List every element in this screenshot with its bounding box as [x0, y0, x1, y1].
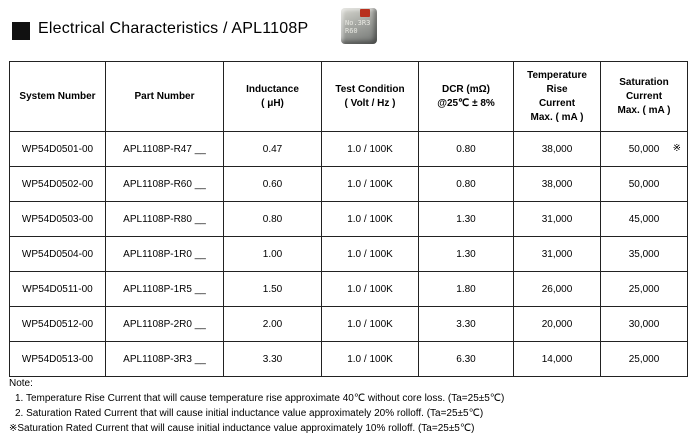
inductor-marking-line1: No.3R3 — [345, 19, 371, 27]
cell-value: 0.80 — [262, 213, 283, 225]
cell-value: 3.30 — [456, 318, 476, 330]
column-header-text: Max. ( mA ) — [530, 111, 584, 123]
cell-value: 0.47 — [262, 143, 283, 155]
cell-dcr — [419, 202, 514, 237]
cell-value: APL1108P-2R0 __ — [123, 318, 206, 330]
cell-value: APL1108P-1R0 __ — [123, 248, 206, 260]
cell-value: 25,000 — [628, 353, 660, 365]
cell-value: 1.00 — [262, 248, 283, 260]
column-header-system-number — [10, 62, 106, 132]
cell-part — [106, 167, 224, 202]
cell-saturation — [601, 237, 688, 272]
table-row — [10, 342, 688, 377]
cell-inductance — [224, 167, 322, 202]
cell-value: APL1108P-1R5 __ — [123, 283, 206, 295]
cell-test — [322, 132, 419, 167]
cell-temp-rise — [514, 272, 601, 307]
cell-value: 1.30 — [456, 248, 476, 260]
cell-value: 1.0 / 100K — [347, 283, 393, 295]
column-header-text: Inductance — [246, 83, 299, 95]
column-header-text: @25℃ ± 8% — [437, 97, 495, 109]
column-header-saturation-current — [601, 62, 688, 132]
bullet-square-icon — [12, 22, 30, 40]
inductor-marking-line2: R60 — [345, 27, 358, 35]
column-header-text: Saturation — [619, 76, 669, 88]
cell-inductance — [224, 307, 322, 342]
cell-dcr — [419, 342, 514, 377]
cell-saturation — [601, 167, 688, 202]
column-header-text: ( Volt / Hz ) — [344, 97, 396, 109]
cell-temp-rise — [514, 132, 601, 167]
cell-part — [106, 272, 224, 307]
table-row — [10, 167, 688, 202]
note-item: 1. Temperature Rise Current that will cause temperature rise approximate 40℃ without core loss. (Ta=25±5℃) — [15, 393, 505, 404]
column-header-text: Part Number — [134, 90, 195, 102]
column-header-text: Current — [538, 97, 576, 109]
cell-dcr — [419, 272, 514, 307]
note-item: ※Saturation Rated Current that will cause initial inductance value approximately 10% rolloff. (Ta=25±5℃) — [9, 423, 475, 434]
cell-value: 0.80 — [456, 178, 476, 190]
cell-value: 26,000 — [541, 283, 573, 295]
column-header-text: Max. ( mA ) — [617, 104, 671, 116]
cell-value: 50,000 — [628, 178, 660, 190]
column-header-text: Test Condition — [335, 83, 405, 95]
cell-value: 50,000 — [628, 143, 660, 155]
cell-value: APL1108P-3R3 __ — [123, 353, 206, 365]
cell-value: 1.0 / 100K — [347, 353, 393, 365]
cell-value: 1.0 / 100K — [347, 143, 393, 155]
table-row — [10, 237, 688, 272]
table-body — [10, 132, 688, 377]
table-row — [10, 202, 688, 237]
cell-test — [322, 167, 419, 202]
cell-part — [106, 342, 224, 377]
cell-temp-rise — [514, 202, 601, 237]
cell-system — [10, 132, 106, 167]
cell-value: WP54D0501-00 — [21, 143, 94, 155]
cell-value: WP54D0504-00 — [21, 248, 94, 260]
cell-value: 6.30 — [456, 353, 476, 365]
cell-saturation — [601, 307, 688, 342]
cell-dcr — [419, 237, 514, 272]
cell-temp-rise — [514, 237, 601, 272]
cell-dcr — [419, 167, 514, 202]
cell-part — [106, 132, 224, 167]
column-header-text: Current — [625, 90, 663, 102]
column-header-test-condition — [322, 62, 419, 132]
cell-test — [322, 272, 419, 307]
cell-inductance — [224, 202, 322, 237]
cell-value: 20,000 — [541, 318, 573, 330]
cell-value: 45,000 — [628, 213, 660, 225]
cell-test — [322, 202, 419, 237]
cell-value: WP54D0502-00 — [21, 178, 94, 190]
column-header-text: ( μH) — [261, 97, 284, 109]
table-header-row — [10, 62, 688, 132]
cell-value: 1.0 / 100K — [347, 248, 393, 260]
note-item: 2. Saturation Rated Current that will cause initial inductance value approximately 20% rolloff. (Ta=25±5℃) — [15, 408, 484, 419]
cell-value: 1.80 — [456, 283, 476, 295]
cell-value: WP54D0512-00 — [21, 318, 94, 330]
table-row — [10, 272, 688, 307]
cell-test — [322, 307, 419, 342]
cell-saturation — [601, 132, 688, 167]
table-row — [10, 132, 688, 167]
cell-inductance — [224, 342, 322, 377]
cell-system — [10, 167, 106, 202]
cell-value: 0.80 — [456, 143, 476, 155]
cell-value: 1.0 / 100K — [347, 213, 393, 225]
cell-dcr — [419, 307, 514, 342]
cell-value: APL1108P-R47 __ — [123, 143, 206, 155]
cell-inductance — [224, 132, 322, 167]
inductor-marking — [345, 19, 370, 35]
cell-saturation — [601, 342, 688, 377]
cell-inductance — [224, 272, 322, 307]
cell-part — [106, 307, 224, 342]
cell-dcr — [419, 132, 514, 167]
cell-saturation — [601, 202, 688, 237]
notes-section — [9, 376, 504, 436]
cell-value: 0.60 — [262, 178, 283, 190]
cell-value: 25,000 — [628, 283, 660, 295]
cell-system — [10, 307, 106, 342]
cell-value: 14,000 — [541, 353, 573, 365]
cell-system — [10, 202, 106, 237]
cell-value: APL1108P-R80 __ — [123, 213, 206, 225]
cell-value: 3.30 — [262, 353, 283, 365]
cell-part — [106, 237, 224, 272]
table-row — [10, 307, 688, 342]
cell-system — [10, 272, 106, 307]
cell-value: WP54D0511-00 — [22, 283, 93, 295]
column-header-text: Temperature Rise — [527, 69, 587, 95]
cell-inductance — [224, 237, 322, 272]
reference-mark: ※ — [672, 143, 681, 154]
column-header-inductance — [224, 62, 322, 132]
cell-test — [322, 342, 419, 377]
cell-value: WP54D0513-00 — [21, 353, 94, 365]
cell-value: 30,000 — [628, 318, 660, 330]
cell-value: 38,000 — [541, 143, 573, 155]
cell-value: 1.50 — [262, 283, 283, 295]
cell-value: 1.0 / 100K — [347, 318, 393, 330]
cell-temp-rise — [514, 167, 601, 202]
inductor-photo — [339, 6, 379, 46]
notes-heading: Note: — [9, 378, 33, 389]
cell-value: 38,000 — [541, 178, 573, 190]
cell-system — [10, 342, 106, 377]
cell-system — [10, 237, 106, 272]
cell-saturation — [601, 272, 688, 307]
cell-value: WP54D0503-00 — [21, 213, 94, 225]
inductor-coil — [360, 9, 370, 17]
page-title: Electrical Characteristics / APL1108P — [38, 20, 309, 37]
cell-part — [106, 202, 224, 237]
cell-value: 31,000 — [541, 248, 573, 260]
cell-value: 31,000 — [541, 213, 573, 225]
cell-value: 1.0 / 100K — [347, 178, 393, 190]
column-header-text: System Number — [19, 90, 96, 102]
column-header-temperature-rise-current — [514, 62, 601, 132]
cell-value: APL1108P-R60 __ — [123, 178, 206, 190]
cell-temp-rise — [514, 342, 601, 377]
cell-value: 2.00 — [262, 318, 283, 330]
electrical-characteristics-table — [9, 61, 688, 377]
cell-test — [322, 237, 419, 272]
cell-temp-rise — [514, 307, 601, 342]
column-header-part-number — [106, 62, 224, 132]
cell-value: 1.30 — [456, 213, 476, 225]
cell-value: 35,000 — [628, 248, 660, 260]
column-header-text: DCR (mΩ) — [441, 83, 490, 95]
column-header-dcr — [419, 62, 514, 132]
